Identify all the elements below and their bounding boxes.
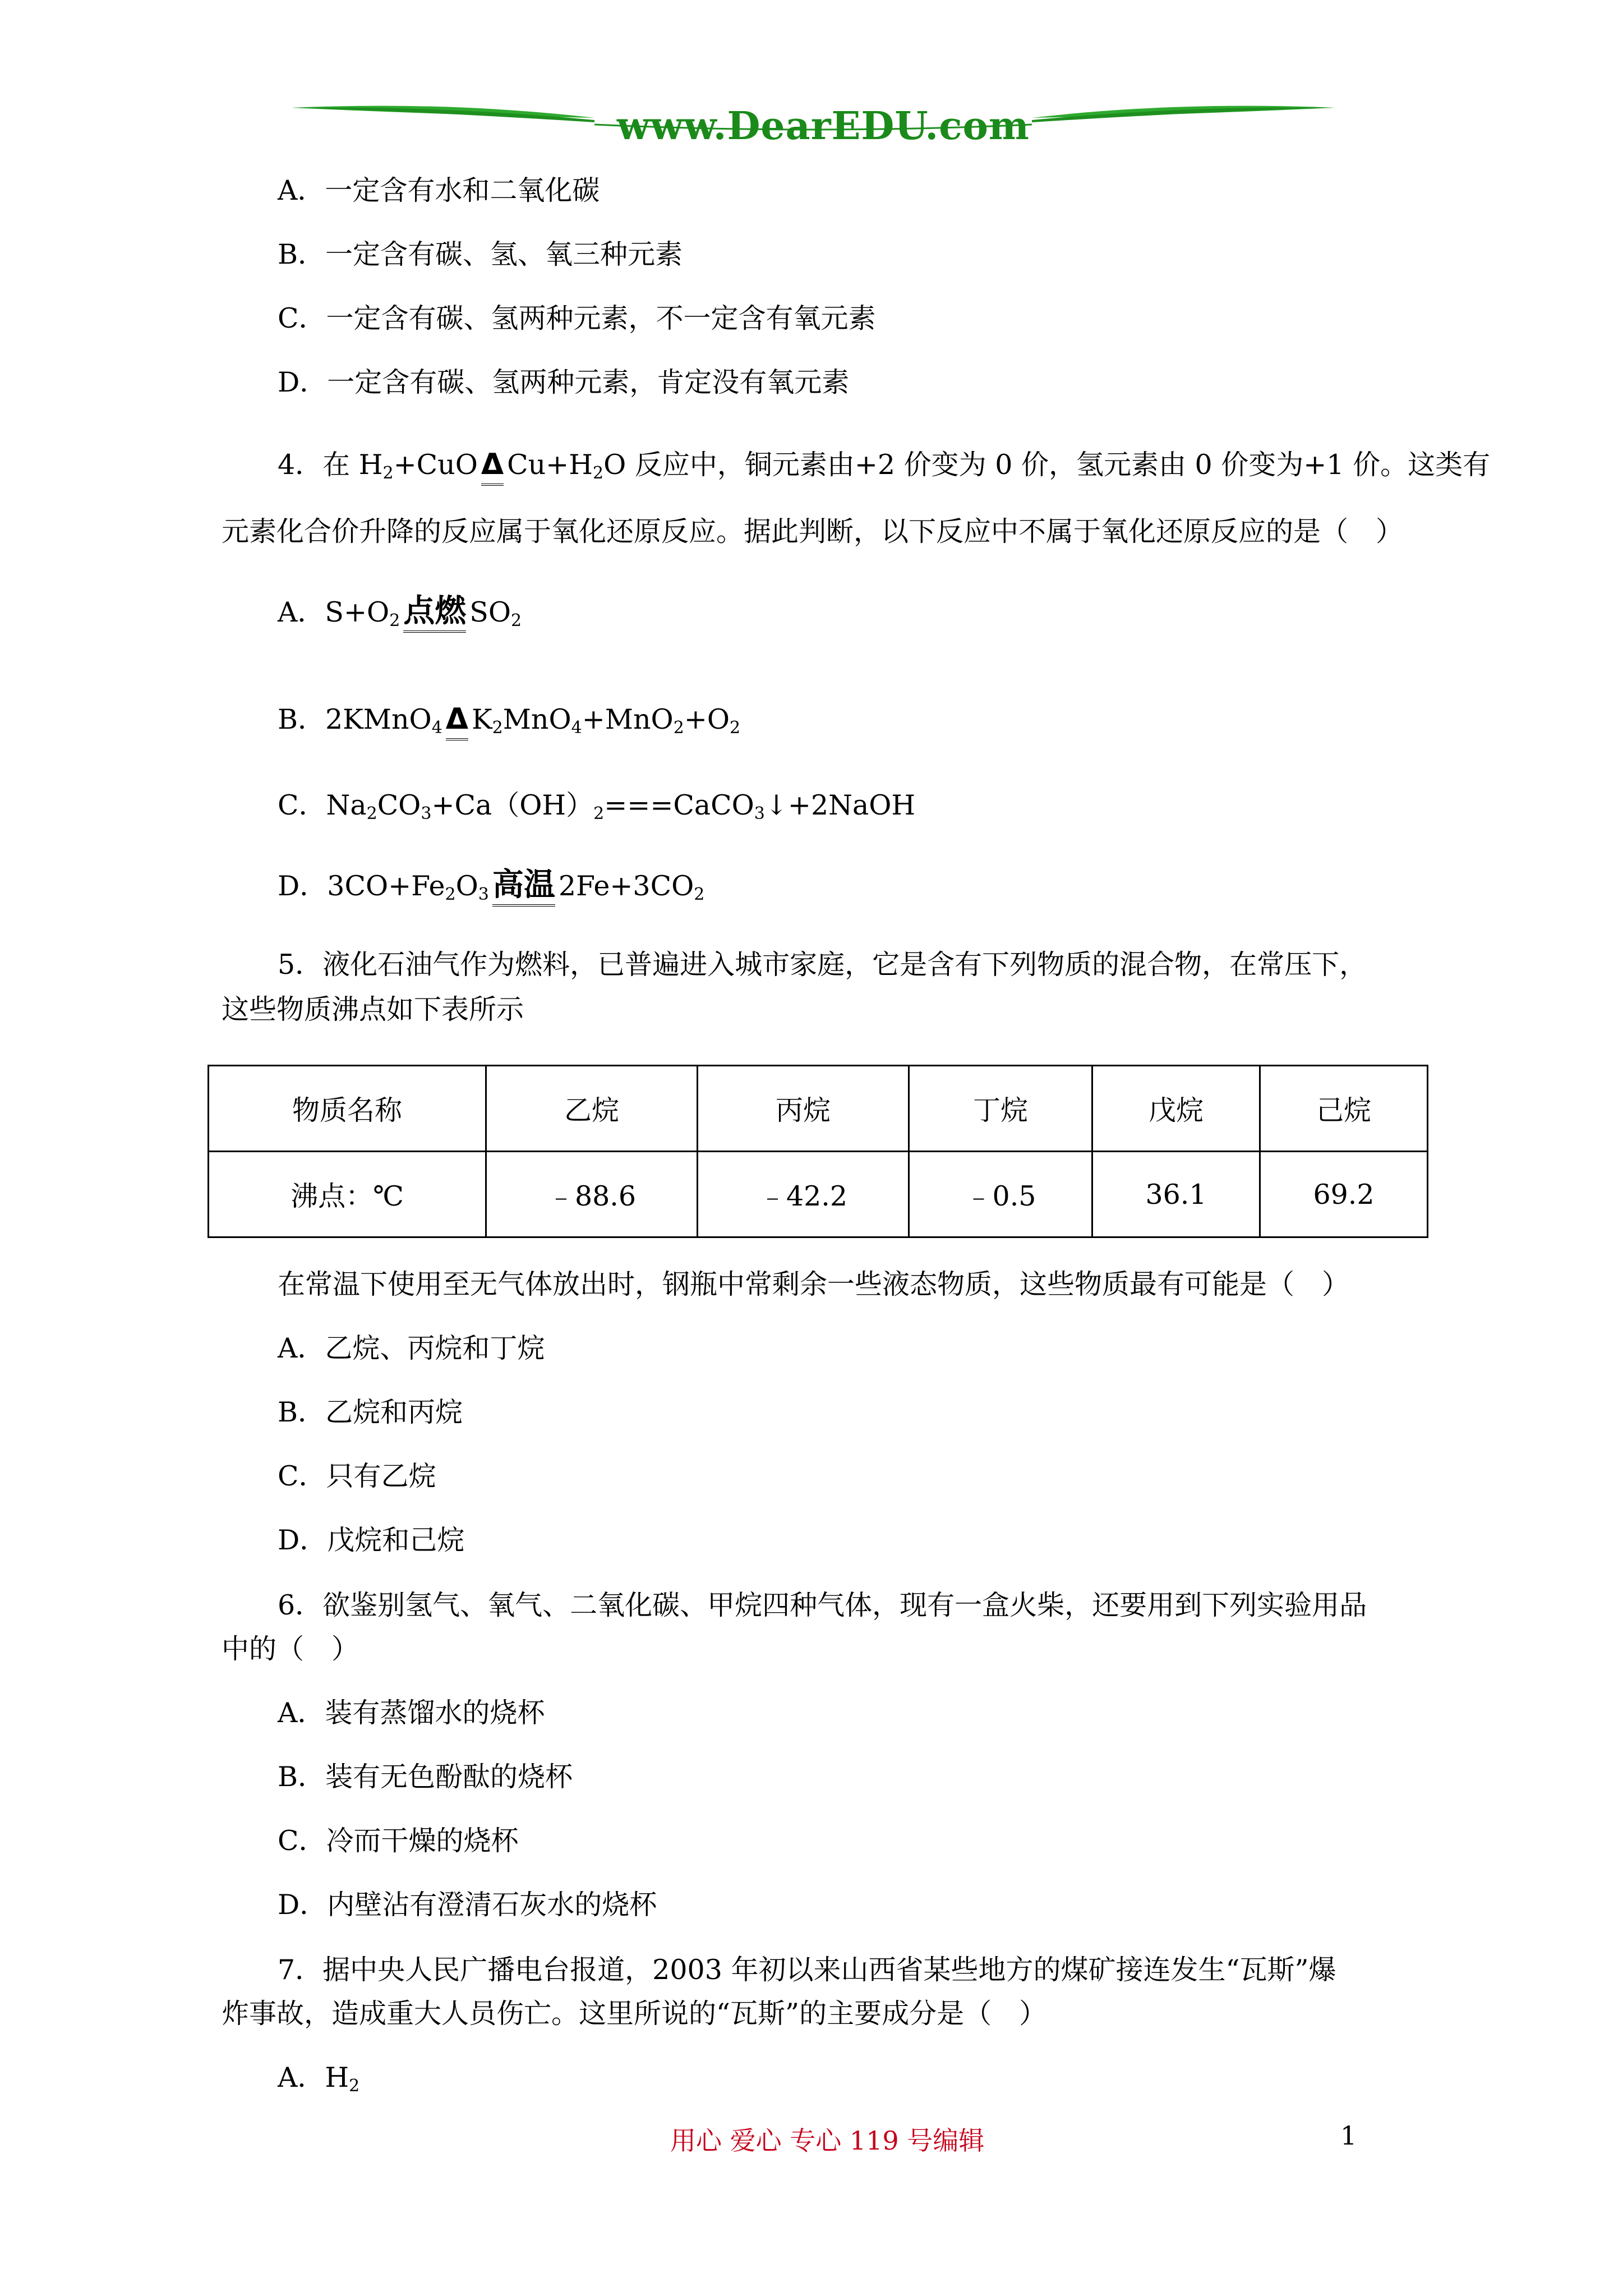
table-cell: 36.1: [1092, 1152, 1260, 1237]
q6-option-d: D．内壁沾有澄清石灰水的烧杯: [278, 1889, 657, 1921]
table-cell: 丁烷: [909, 1066, 1092, 1152]
high-temp-condition: 高温: [492, 868, 555, 907]
q7-option-a: A．$H_2$: [278, 2062, 360, 2096]
table-cell: 69.2: [1260, 1152, 1428, 1237]
ignite-condition: 点燃: [403, 595, 466, 633]
boiling-point-table: [208, 1065, 1428, 1238]
q6-option-a: A．装有蒸馏水的烧杯: [278, 1697, 545, 1729]
q5-option-a: A．乙烷、丙烷和丁烷: [278, 1332, 545, 1364]
footer-credit: 用心 爱心 专心 119 号编辑: [670, 2125, 985, 2156]
page-number: 1: [1340, 2120, 1357, 2151]
table-cell: ﹣42.2: [698, 1152, 909, 1237]
table-cell: 丙烷: [698, 1066, 909, 1152]
q4-option-b: B．2KMnO$_4$ Δ $K_2MnO_4+MnO_2+O_2$: [278, 702, 740, 745]
q3-option-a: A．一定含有水和二氧化碳: [278, 174, 600, 206]
table-cell: ﹣88.6: [486, 1152, 698, 1237]
table-cell: 乙烷: [486, 1066, 698, 1152]
q6-option-c: C．冷而干燥的烧杯: [278, 1825, 519, 1857]
q6-line2: 中的（ ）: [222, 1633, 359, 1665]
heat-condition-icon: Δ: [446, 702, 468, 740]
q4-option-c: C．$Na_2CO_3+Ca(OH)_2===CaCO_3↓+2NaOH$: [278, 789, 916, 823]
table-cell: 物质名称: [209, 1066, 486, 1152]
q3-option-b: B．一定含有碳、氢、氧三种元素: [278, 238, 683, 270]
q3-option-d: D．一定含有碳、氢两种元素，肯定没有氧元素: [278, 366, 850, 398]
q4-line1: 4．在 $H_2+CuO$ Δ $Cu+H_2O$ 反应中，铜元素由+2 价变为 0 价，氢元素由 0 价变为+1 价。这类有: [278, 448, 1490, 490]
q4-line2: 元素化合价升降的反应属于氧化还原反应。据此判断，以下反应中不属于氧化还原反应的是（ ）: [222, 516, 1404, 547]
heat-condition-icon: Δ: [481, 448, 504, 486]
table-cell: 戊烷: [1092, 1066, 1260, 1152]
table-row: [209, 1152, 1428, 1237]
q6-line1: 6．欲鉴别氢气、氧气、二氧化碳、甲烷四种气体，现有一盒火柴，还要用到下列实验用品: [278, 1589, 1367, 1621]
q5-line1: 5．液化石油气作为燃料，已普遍进入城市家庭，它是含有下列物质的混合物，在常压下，: [278, 949, 1367, 981]
site-header: [280, 95, 1346, 157]
q4-option-d: D．$3CO+Fe_2O_3$ 高温 $2Fe+3CO_2$: [278, 868, 704, 912]
q7-line2: 炸事故，造成重大人员伤亡。这里所说的“瓦斯”的主要成分是（ ）: [222, 1998, 1047, 2030]
q5-option-b: B．乙烷和丙烷: [278, 1396, 463, 1428]
q3-option-c: C．一定含有碳、氢两种元素，不一定含有氧元素: [278, 302, 876, 334]
q5-option-d: D．戊烷和己烷: [278, 1524, 465, 1556]
site-logo-text[interactable]: www.DearEDU.com: [617, 104, 1030, 149]
q7-line1: 7．据中央人民广播电台报道，2003 年初以来山西省某些地方的煤矿接连发生“瓦斯”爆: [278, 1954, 1336, 1986]
table-cell: 己烷: [1260, 1066, 1428, 1152]
q5-option-c: C．只有乙烷: [278, 1460, 436, 1492]
table-cell: 沸点：℃: [209, 1152, 486, 1237]
table-header-row: [209, 1066, 1428, 1152]
q6-option-b: B．装有无色酚酞的烧杯: [278, 1761, 573, 1793]
q4-option-a: A．$S+O_2$ 点燃 $SO_2$: [278, 595, 522, 638]
table-cell: ﹣0.5: [909, 1152, 1092, 1237]
q5-question: 在常温下使用至无气体放出时，钢瓶中常剩余一些液态物质，这些物质最有可能是（ ）: [278, 1268, 1350, 1300]
q5-line2: 这些物质沸点如下表所示: [222, 993, 524, 1025]
